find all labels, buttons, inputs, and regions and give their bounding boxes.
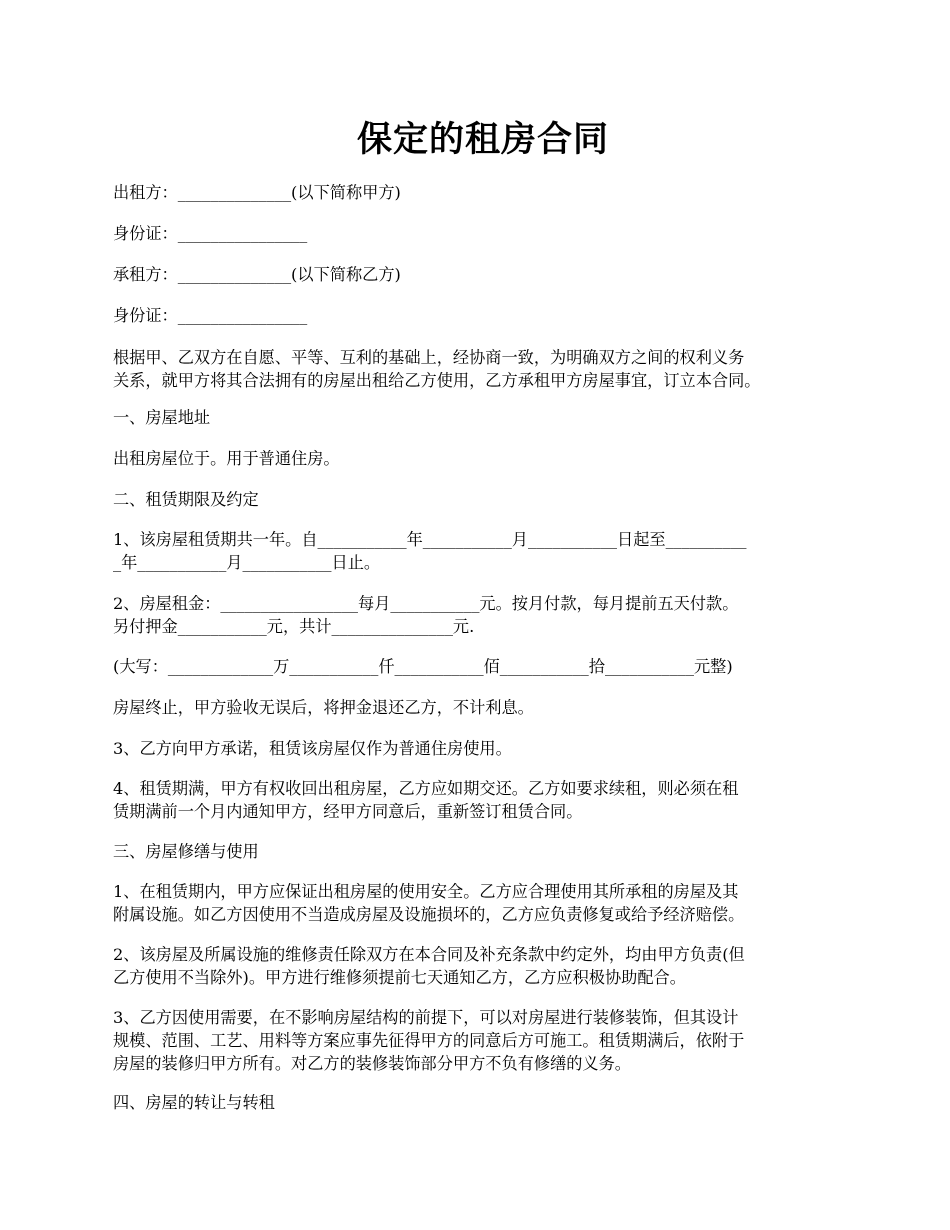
text-line: 出租方：______________(以下简称甲方) — [113, 183, 401, 202]
clause-paragraph — [113, 777, 853, 823]
lessee-line — [113, 263, 853, 286]
clause-paragraph — [113, 592, 853, 638]
text-line: 出租房屋位于。用于普通住房。 — [113, 449, 340, 468]
clause-paragraph — [113, 737, 853, 760]
section-heading — [113, 406, 853, 429]
section-heading — [113, 1091, 853, 1114]
text-line: 四、房屋的转让与转租 — [113, 1093, 275, 1112]
text-line: 附属设施。如乙方因使用不当造成房屋及设施损坏的，乙方应负责修复或给予经济赔偿。 — [113, 905, 745, 924]
text-line: 关系，就甲方将其合法拥有的房屋出租给乙方使用，乙方承租甲方房屋事宜，订立本合同。 — [113, 371, 761, 390]
lessor-line — [113, 181, 853, 204]
text-line: _年___________月___________日止。 — [113, 553, 381, 572]
text-line: 3、乙方向甲方承诺，租赁该房屋仅作为普通住房使用。 — [113, 739, 512, 758]
section-heading — [113, 488, 853, 511]
clause-paragraph — [113, 696, 853, 719]
section-body — [113, 447, 853, 470]
text-line: 二、租赁期限及约定 — [113, 490, 259, 509]
text-line: 身份证：________________ — [113, 224, 308, 243]
section-heading — [113, 840, 853, 863]
text-line: 1、该房屋租赁期共一年。自___________年___________月___________日起至__________ — [113, 530, 747, 549]
text-line: 赁期满前一个月内通知甲方，经甲方同意后，重新签订租赁合同。 — [113, 802, 583, 821]
clause-paragraph — [113, 1006, 853, 1075]
clause-paragraph — [113, 528, 853, 574]
text-line: 另付押金___________元，共计_______________元. — [113, 617, 475, 636]
lessor-id-line — [113, 222, 853, 245]
text-line: 4、租赁期满，甲方有权收回出租房屋，乙方应如期交还。乙方如要求续租，则必须在租 — [113, 779, 739, 798]
text-line: 身份证：________________ — [113, 306, 308, 325]
clause-paragraph — [113, 880, 853, 926]
text-line: 乙方使用不当除外)。甲方进行维修须提前七天通知乙方，乙方应积极协助配合。 — [113, 968, 686, 987]
text-line: 3、乙方因使用需要，在不影响房屋结构的前提下，可以对房屋进行装修装饰，但其设计 — [113, 1008, 739, 1027]
text-line: 房屋的装修归甲方所有。对乙方的装修装饰部分甲方不负有修缮的义务。 — [113, 1054, 631, 1073]
text-line: 一、房屋地址 — [113, 408, 211, 427]
clause-paragraph — [113, 943, 853, 989]
text-line: 1、在租赁期内，甲方应保证出租房屋的使用安全。乙方应合理使用其所承租的房屋及其 — [113, 882, 739, 901]
text-line: 2、该房屋及所属设施的维修责任除双方在本合同及补充条款中约定外，均由甲方负责(但 — [113, 945, 745, 964]
text-line: (大写：_____________万___________仟___________佰___________拾___________元整) — [113, 657, 733, 676]
text-line: 根据甲、乙双方在自愿、平等、互利的基础上，经协商一致，为明确双方之间的权利义务 — [113, 348, 745, 367]
document-title: 保定的租房合同 — [356, 119, 609, 160]
text-line: 规模、范围、工艺、用料等方案应事先征得甲方的同意后方可施工。租赁期满后，依附于 — [113, 1031, 745, 1050]
lessee-id-line — [113, 304, 853, 327]
text-line: 房屋终止，甲方验收无误后，将押金退还乙方，不计利息。 — [113, 698, 534, 717]
preamble-paragraph — [113, 346, 853, 392]
text-line: 三、房屋修缮与使用 — [113, 842, 259, 861]
text-line: 2、房屋租金：_________________每月___________元。按月付款，每月提前五天付款。 — [113, 594, 739, 613]
text-line: 承租方：______________(以下简称乙方) — [113, 265, 401, 284]
clause-paragraph — [113, 655, 853, 678]
